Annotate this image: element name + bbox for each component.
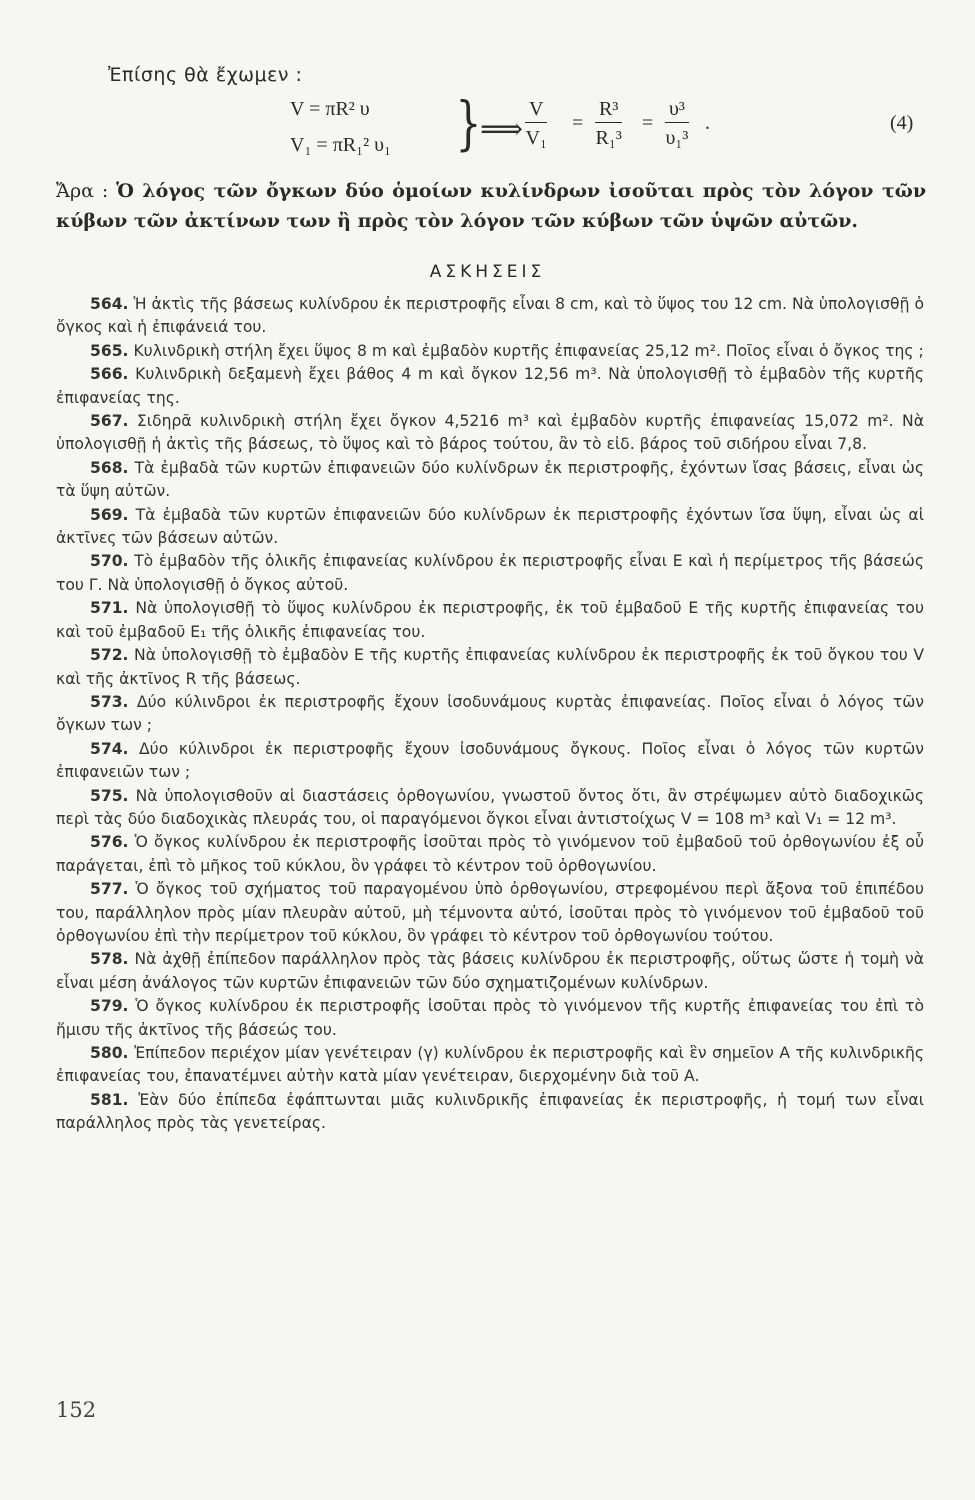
exercise-item [56, 644, 924, 691]
exercise-item [56, 363, 924, 410]
cylinder-volume-formula [290, 89, 940, 172]
exercise-number: 577. [90, 880, 129, 899]
exercise-text: Νὰ ὑπολογισθῇ τὸ ὕψος κυλίνδρου ἐκ περιστροφῆς, ἐκ τοῦ ἐμβαδοῦ Ε τῆς κυρτῆς ἐπιφανείας του καὶ τοῦ ἐμβαδοῦ Ε₁ τῆς ὁλικῆς ἐπιφανείας του. [56, 599, 924, 641]
ratio-u-numerator: υ³ [665, 96, 689, 123]
exercise-item [56, 691, 924, 738]
exercise-item [56, 1089, 924, 1136]
conclusion-lead: Ἄρα : [56, 180, 109, 202]
exercise-text: Νὰ ἀχθῇ ἐπίπεδον παράλληλον πρὸς τὰς βάσεις κυλίνδρου ἐκ περιστροφῆς, οὕτως ὥστε ἡ τομὴ νὰ εἶναι μέση ἀνάλογος τῶν κυρτῶν ἐπιφανειῶν τῶν δύο σχηματιζομένων κυλίνδρων. [56, 950, 924, 992]
ratio-v [525, 96, 547, 153]
intro-line: Ἐπίσης θὰ ἔχωμεν : [108, 64, 303, 86]
formula-line-1: V = πR² υ [290, 98, 370, 120]
exercise-item [56, 785, 924, 832]
exercise-text: Τὸ ἐμβαδὸν τῆς ὁλικῆς ἐπιφανείας κυλίνδρου ἐκ περιστροφῆς εἶναι Ε καὶ ἡ περίμετρος τῆς βάσεώς του Γ. Νὰ ὑπολογισθῇ ὁ ὄγκος αὐτοῦ. [56, 552, 924, 594]
exercise-number: 574. [90, 739, 129, 758]
ratio-r-denominator: R₁³ [595, 127, 622, 149]
exercise-text: Ὁ ὄγκος κυλίνδρου ἐκ περιστροφῆς ἰσοῦται πρὸς τὸ γινόμενον τοῦ ἐμβαδοῦ τοῦ ὀρθογωνίου ἐξ οὗ παράγεται, ἐπὶ τὸ μῆκος τοῦ κύκλου, ὃν γράφει τὸ κέντρον τοῦ ὀρθογωνίου. [56, 833, 924, 875]
exercise-number: 566. [90, 365, 129, 384]
exercise-item [56, 550, 924, 597]
exercise-item [56, 504, 924, 551]
ratio-r [595, 96, 622, 153]
exercise-text: Σιδηρᾶ κυλινδρικὴ στήλη ἔχει ὄγκον 4,5216 m³ καὶ ἐμβαδὸν κυρτῆς ἐπιφανείας 15,072 m². Νὰ ὑπολογισθῇ ἡ ἀκτὶς τῆς βάσεως, τὸ ὕψος καὶ τὸ βάρος τούτου, ἂν τὸ εἰδ. βάρος τοῦ σιδήρου εἶναι 7,8. [56, 412, 924, 454]
implies-arrow: ⟹ [480, 113, 524, 146]
exercise-text: Ἐπίπεδον περιέχον μίαν γενέτειραν (γ) κυλίνδρου ἐκ περιστροφῆς καὶ ἓν σημεῖον Α τῆς κυλινδρικῆς ἐπιφανείας του, ἐπανατέμνει αὐτὴν κατὰ μίαν γενέτειραν, διερχομένην διὰ τοῦ Α. [56, 1044, 924, 1086]
exercise-text: Ὁ ὄγκος κυλίνδρου ἐκ περιστροφῆς ἰσοῦται πρὸς τὸ γινόμενον τῆς κυρτῆς ἐπιφανείας του ἐπὶ τὸ ἥμισυ τῆς ἀκτῖνος τῆς βάσεώς του. [56, 997, 924, 1039]
exercise-number: 571. [90, 599, 129, 618]
page-number: 152 [56, 1398, 97, 1422]
exercise-item [56, 831, 924, 878]
exercise-item [56, 738, 924, 785]
period: . [705, 112, 710, 134]
exercise-text: Κυλινδρικὴ δεξαμενὴ ἔχει βάθος 4 m καὶ ὄγκον 12,56 m³. Νὰ ὑπολογισθῇ τὸ ἐμβαδὸν τῆς κυρτῆς ἐπιφανείας της. [56, 365, 924, 407]
exercise-number: 572. [90, 646, 129, 665]
equals-sign: = [642, 112, 654, 134]
exercise-text: Δύο κύλινδροι ἐκ περιστροφῆς ἔχουν ἰσοδυνάμους κυρτὰς ἐπιφανείας. Ποῖος εἶναι ὁ λόγος τῶν ὄγκων των ; [56, 692, 924, 735]
formula-line-2: V₁ = πR₁² υ₁ [290, 134, 391, 156]
exercise-number: 576. [90, 833, 129, 852]
ratio-r-numerator: R³ [595, 96, 622, 123]
section-title: ΑΣΚΗΣΕΙΣ [429, 262, 546, 282]
exercise-number: 575. [90, 786, 129, 805]
exercise-text: Κυλινδρικὴ στήλη ἔχει ὕψος 8 m καὶ ἐμβαδὸν κυρτῆς ἐπιφανείας 25,12 m². Ποῖος εἶναι ὁ ὄγκος της ; [133, 341, 924, 360]
exercise-item [56, 1042, 924, 1089]
equals-sign: = [572, 112, 584, 134]
exercise-text: Ἡ ἀκτὶς τῆς βάσεως κυλίνδρου ἐκ περιστροφῆς εἶναι 8 cm, καὶ τὸ ὕψος του 12 cm. Νὰ ὑπολογισθῇ ὁ ὄγκος καὶ ἡ ἐπιφάνειά του. [56, 295, 924, 337]
exercise-item [56, 457, 924, 504]
exercise-number: 568. [90, 458, 129, 477]
exercise-number: 565. [90, 341, 129, 360]
conclusion-paragraph [56, 176, 926, 236]
exercise-number: 579. [90, 997, 129, 1016]
exercise-text: Νὰ ὑπολογισθῇ τὸ ἐμβαδὸν Ε τῆς κυρτῆς ἐπιφανείας κυλίνδρου ἐκ περιστροφῆς ἐκ τοῦ ὄγκου του V καὶ τῆς ἀκτῖνος R τῆς βάσεως. [56, 646, 924, 688]
exercise-number: 564. [90, 295, 129, 313]
exercise-number: 578. [90, 950, 129, 969]
brace-symbol: } [455, 89, 482, 157]
equation-number: (4) [890, 112, 914, 134]
exercise-item [56, 340, 924, 363]
exercise-item [56, 410, 924, 457]
exercise-text: Ἐὰν δύο ἐπίπεδα ἐφάπτωνται μιᾶς κυλινδρικῆς ἐπιφανείας ἐκ περιστροφῆς, ἡ τομή των εἶναι παράλληλος πρὸς τὰς γενετείρας. [56, 1090, 924, 1133]
exercise-item [56, 878, 924, 948]
exercise-text: Δύο κύλινδροι ἐκ περιστροφῆς ἔχουν ἰσοδυνάμους ὄγκους. Ποῖος εἶναι ὁ λόγος τῶν κυρτῶν ἐπιφανειῶν των ; [56, 739, 924, 782]
exercise-text: Τὰ ἐμβαδὰ τῶν κυρτῶν ἐπιφανειῶν δύο κυλίνδρων ἐκ περιστροφῆς, ἐχόντων ἴσας βάσεις, εἶναι ὡς τὰ ὕψη αὐτῶν. [56, 458, 924, 501]
exercise-list [56, 293, 924, 1136]
exercise-text: Ὁ ὄγκος τοῦ σχήματος τοῦ παραγομένου ὑπὸ ὀρθογωνίου, στρεφομένου περὶ ἄξονα τοῦ ἐπιπέδου του, παράλληλον πρὸς μίαν πλευρὰν αὐτοῦ, μὴ τέμνοντα αὐτό, ἰσοῦται πρὸς τὸ γινόμενον τοῦ ἐμβαδοῦ τοῦ ὀρθογωνίου ἐπὶ τὴν περίμετρον τοῦ κύκλου, ὃν γράφει τὸ κέντρον τοῦ ὀρθογωνίου τούτου. [56, 880, 924, 945]
exercise-item [56, 293, 924, 340]
ratio-u [665, 96, 689, 153]
exercise-number: 570. [90, 552, 129, 571]
exercise-item [56, 597, 924, 644]
exercise-item [56, 948, 924, 995]
exercise-number: 569. [90, 505, 129, 524]
ratio-u-denominator: υ₁³ [665, 127, 689, 149]
exercise-number: 573. [90, 692, 129, 711]
exercise-item [56, 995, 924, 1042]
exercise-text: Τὰ ἐμβαδὰ τῶν κυρτῶν ἐπιφανειῶν δύο κυλίνδρων ἐκ περιστροφῆς ἐχόντων ἴσα ὕψη, εἶναι ὡς αἱ ἀκτῖνες τῶν βάσεων αὐτῶν. [56, 505, 924, 548]
exercise-text: Νὰ ὑπολογισθοῦν αἱ διαστάσεις ὀρθογωνίου, γνωστοῦ ὄντος ὅτι, ἂν στρέψωμεν αὐτὸ διαδοχικῶς περὶ τὰς δύο διαδοχικὰς πλευράς του, οἱ παραγόμενοι ὄγκοι εἶναι ἀντιστοίχως V = 108 m³ καὶ V₁ = 12 m³. [56, 786, 924, 828]
ratio-v-denominator: V₁ [525, 127, 547, 149]
exercise-number: 567. [90, 412, 129, 431]
ratio-v-numerator: V [525, 96, 547, 123]
exercise-number: 580. [90, 1044, 129, 1062]
exercise-number: 581. [90, 1090, 129, 1109]
conclusion-text: Ὁ λόγος τῶν ὄγκων δύο ὁμοίων κυλίνδρων ἰσοῦται πρὸς τὸν λόγον τῶν κύβων τῶν ἀκτίνων των ἢ πρὸς τὸν λόγον τῶν κύβων τῶν ὑψῶν αὐτῶν. [56, 180, 926, 232]
